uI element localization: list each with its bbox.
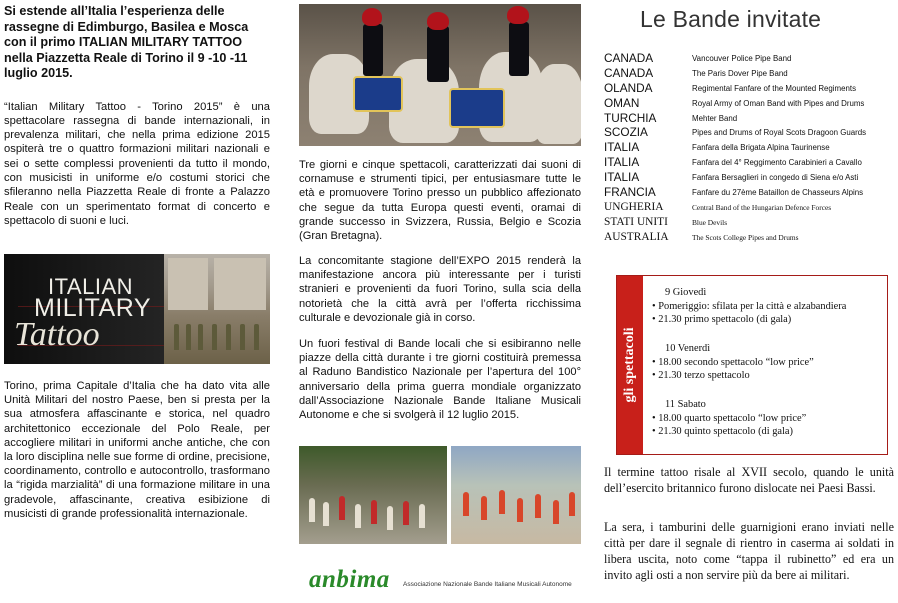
majorette-figure <box>463 492 469 516</box>
band-name: Fanfara della Brigata Alpina Taurinense <box>692 143 830 153</box>
drum <box>353 76 403 112</box>
country-label: TURCHIA <box>604 110 657 125</box>
country-label: UNGHERIA <box>604 200 664 213</box>
band-name: Blue Devils <box>692 217 728 227</box>
list-item <box>604 155 894 170</box>
lead-paragraph: Si estende all’Italia l’esperienza delle rassegne di Edimburgo, Basilea e Mosca con il primo ITALIAN MILITARY TATTOO nella Piazzetta Reale di Torino il 9 -10 -11 luglio 2015. <box>4 4 249 80</box>
schedule-item: • Pomeriggio: sfilata per la città e alzabandiera <box>652 300 847 312</box>
building <box>168 258 208 310</box>
schedule-label: gli spettacoli <box>622 327 637 403</box>
musician-figure <box>309 498 315 522</box>
day-heading: 11 Sabato <box>665 399 706 410</box>
musician-figure <box>355 504 361 528</box>
soldier-figure <box>254 324 259 350</box>
torino-paragraph: Torino, prima Capitale d’Italia che ha dato vita alle Unità Militari del nostro Paese, ben si presta per la sua atmosfera affascinante e storica, nel quadro architettonico eccezionale del Polo Reale, per accogliere militari in uniformi anche antiche, che con la loro disciplina nelle sue forme di ordine, precisione, coordinamento, controllo e autocontrollo, trasformano la “rigida marzialità” di una formazione militare in una gradevole, affascinante, creativa esibizione di musicisti di grande professionalità internazionale. <box>4 380 270 520</box>
horse <box>535 64 581 144</box>
musician-figure <box>403 501 409 525</box>
band-name: The Scots College Pipes and Drums <box>692 232 799 242</box>
musician-figure <box>419 504 425 528</box>
list-item <box>604 215 894 230</box>
soldier-figure <box>226 324 231 350</box>
schedule-item: • 21.30 quinto spettacolo (di gala) <box>652 426 793 437</box>
list-item <box>604 96 894 111</box>
list-item <box>604 51 894 66</box>
musician-figure <box>339 496 345 520</box>
intro-paragraph: “Italian Military Tattoo - Torino 2015” è una spettacolare rassegna di bande internazionali, in prevalenza militari, che nella prima edizione 2015 ospiterà tre o quattro formazioni militari nazionali e sei o sette complessi provenienti da tutto il mondo, con musicisti in uniforme e/o costumi storici che sfileranno nella Piazzetta Reale di fronte a Palazzo Reale con un sperimentato format di concerto e spettacolo di suoni e luci. <box>4 100 270 227</box>
plume <box>362 8 382 26</box>
rider <box>509 22 529 76</box>
drum <box>449 88 505 128</box>
soldier-figure <box>174 324 179 350</box>
italian-military-tattoo-logo-image <box>4 254 270 364</box>
band-name: The Paris Dover Pipe Band <box>692 68 788 78</box>
list-item <box>604 111 894 126</box>
list-item <box>604 170 894 185</box>
list-item <box>604 81 894 96</box>
local-band-photo <box>299 446 447 544</box>
page-title: Le Bande invitate <box>640 6 822 32</box>
tattoo-history-paragraph: La sera, i tamburini delle guarnigioni erano inviati nelle città per dare il segnale di rientro in caserma ai soldati in libera uscita, noto come “tappa il rubinetto” ed era un invito agli osti a non servire più da bere ai militari. <box>604 520 894 582</box>
building <box>214 258 266 310</box>
list-item <box>604 125 894 140</box>
schedule-day <box>652 398 806 439</box>
country-label: AUSTRALIA <box>604 230 669 243</box>
plume <box>507 6 529 24</box>
band-name: Fanfara del 4° Reggimento Carabinieri a Cavallo <box>692 158 862 168</box>
country-label: ITALIA <box>604 140 640 155</box>
country-label: CANADA <box>604 51 654 65</box>
events-paragraph: Tre giorni e cinque spettacoli, caratterizzati dai suoni di cornamuse e strumenti tipici, per entusiasmare tutte le età e promuovere Torino presso un pubblico affezionato che segue da tutta Europa questi eventi, oramai di grande successo in Svizzera, Russia, Belgio e Scozia (Gran Bretagna). <box>299 159 581 243</box>
majorette-figure <box>499 490 505 514</box>
country-label: CANADA <box>604 65 654 80</box>
country-label: ITALIA <box>604 155 640 170</box>
country-label: OMAN <box>604 95 640 110</box>
majorette-figure <box>481 496 487 520</box>
day-heading: 10 Venerdì <box>665 343 711 354</box>
majorette-figure <box>553 500 559 524</box>
list-item <box>604 140 894 155</box>
country-label: SCOZIA <box>604 125 648 140</box>
schedule-item: • 18.00 secondo spettacolo “low price” <box>652 356 814 368</box>
majorette-figure <box>517 498 523 522</box>
list-item <box>604 66 894 81</box>
anbima-caption: Associazione Nazionale Bande Italiane Musicali Autonome <box>403 581 572 588</box>
logo-text-tattoo: Tattoo <box>14 316 100 353</box>
country-label: FRANCIA <box>604 185 656 200</box>
rider <box>363 24 383 76</box>
band-name: Regimental Fanfare of the Mounted Regiments <box>692 83 857 93</box>
soldier-figure <box>198 324 203 350</box>
carabinieri-cavalry-photo <box>299 4 581 146</box>
soldier-figure <box>212 324 217 350</box>
musician-figure <box>387 506 393 530</box>
list-item <box>604 200 894 215</box>
schedule-item: • 21.30 terzo spettacolo <box>652 370 750 381</box>
schedule-box <box>616 275 888 455</box>
band-name: Central Band of the Hungarian Defence Forces <box>692 202 832 212</box>
band-name: Fanfara Bersaglieri in congedo di Siena e/o Asti <box>692 173 859 183</box>
schedule-item: • 18.00 quarto spettacolo “low price” <box>652 412 807 424</box>
anbima-logo: anbima <box>309 566 390 593</box>
parade-photo <box>164 254 270 364</box>
soldier-figure <box>240 324 245 350</box>
tattoo-origin-paragraph: Il termine tattoo risale al XVII secolo, quando le unità dell’esercito britannico furono dislocate nei Paesi Bassi. <box>604 465 894 495</box>
country-label: OLANDA <box>604 80 653 95</box>
day-heading: 9 Giovedì <box>665 287 707 298</box>
country-label: STATI UNITI <box>604 215 668 228</box>
schedule-day <box>652 342 814 383</box>
band-name: Fanfare du 27ème Bataillon de Chasseurs Alpins <box>692 188 864 198</box>
band-name: Pipes and Drums of Royal Scots Dragoon Guards <box>692 128 867 138</box>
majorettes-photo <box>451 446 581 544</box>
majorette-figure <box>569 492 575 516</box>
majorette-figure <box>535 494 541 518</box>
schedule-day <box>652 286 846 327</box>
schedule-ribbon <box>617 276 643 454</box>
band-name: Mehter Band <box>692 113 738 123</box>
musician-figure <box>323 502 329 526</box>
list-item <box>604 230 894 245</box>
column-left <box>4 4 270 520</box>
musician-figure <box>371 500 377 524</box>
logo-text-italian: ITALIAN <box>48 274 134 299</box>
list-item <box>604 185 894 200</box>
festival-paragraph: Un fuori festival di Bande locali che si esibiranno nelle piazze della città durante i tre giorni costituirà premessa al Raduno Bandistico Nazionale per l’apertura del 100° anniversario della prima guerra mondiale organizzato dall’Associazione Nazionale Bande Italiane Musicali Autonome e che si svolgerà il 12 luglio 2015. <box>299 338 581 422</box>
band-name: Vancouver Police Pipe Band <box>692 54 792 63</box>
schedule-item: • 21.30 primo spettacolo (di gala) <box>652 314 792 325</box>
country-label: ITALIA <box>604 170 640 185</box>
plume <box>427 12 449 30</box>
band-name: Royal Army of Oman Band with Pipes and Drums <box>692 98 865 108</box>
invited-bands-list <box>604 51 894 245</box>
expo-paragraph: La concomitante stagione dell’EXPO 2015 renderà la manifestazione ancora più interessante per i turisti stranieri e provenienti da fuori Torino, sulla scia della notorietà che la città avrà per l’offerta ricchissima culturale e devozionale già in corso. <box>299 255 581 324</box>
logo-text-military: MILITARY <box>34 294 151 322</box>
soldier-figure <box>186 324 191 350</box>
rider <box>427 26 449 82</box>
